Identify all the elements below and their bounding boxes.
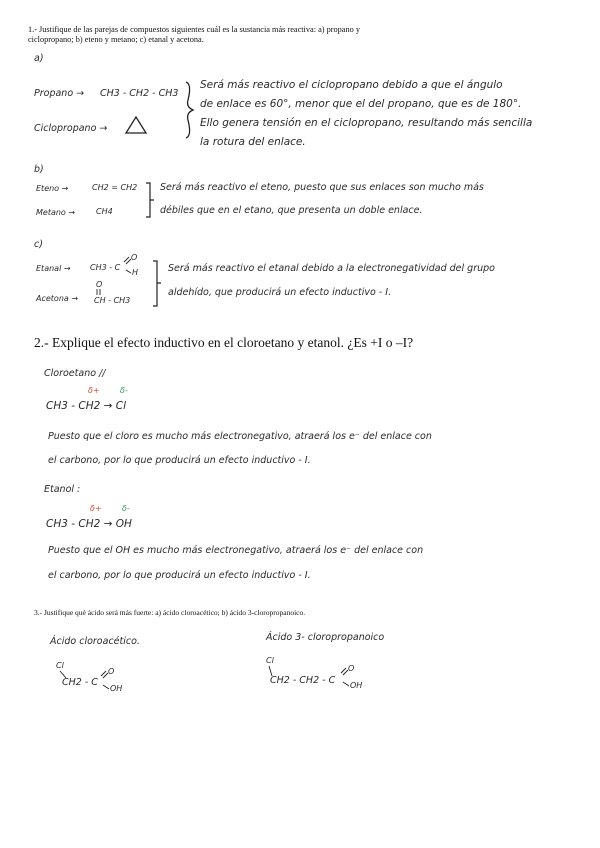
propano-label: Propano → [34,88,85,99]
q3b-cl-bond [269,666,272,676]
q1c-label: c) [34,239,43,250]
bracket-c [153,261,161,306]
etanol-heading: Etanol : [44,484,81,495]
q1-prompt: 1.- Justifique de las parejas de compuestos siguientes cuál es la sustancia más reactiva: a) propano y ciclopropano; b) eteno y metano; c) etanal y acetona. [28,25,361,44]
etanol-delta-plus: δ+ [90,504,102,513]
q1a-answer-line-1: Será más reactivo el ciclopropano debido a que el ángulo [200,79,503,91]
etanol-formula: CH3 - CH2 → OH [46,518,132,530]
cloroetano-delta-minus: δ- [120,386,128,395]
cloroetano-answer-line-1: Puesto que el cloro es mucho más electronegativo, atraerá los e⁻ del enlace con [48,431,432,442]
etanal-hydrogen: H [132,268,139,277]
cloroetano-heading: Cloroetano // [44,368,106,379]
q1a-answer-line-3: Ello genera tensión en el ciclopropano, resultando más sencilla [200,117,533,129]
cloroetano-answer-line-2: el carbono, por lo que producirá un efecto inductivo - I. [48,455,311,466]
eteno-formula: CH2 = CH2 [92,183,138,192]
etanal-single-bond [126,270,131,273]
q2-prompt: 2.- Explique el efecto inductivo en el cloroetano y etanol. ¿Es +I o –I? [34,335,414,350]
q3b-oxygen: O [348,664,355,673]
q1b-answer-line-1: Será más reactivo el eteno, puesto que sus enlaces son mucho más [160,182,484,193]
metano-formula: CH4 [96,207,113,216]
brace-a [186,82,193,138]
q3b-formula: CH2 - CH2 - C [270,675,336,686]
acetona-label: Acetona → [36,294,79,303]
propano-formula: CH3 - CH2 - CH3 [100,88,179,99]
cyclopropane-triangle-icon [126,117,146,133]
q3a-cl-bond [60,671,66,678]
etanol-answer-line-2: el carbono, por lo que producirá un efecto inductivo - I. [48,570,311,581]
q1b-label: b) [34,164,44,175]
q3b-oh: OH [350,681,363,690]
q3a-oh: OH [110,684,123,693]
acetona-oxygen: O [96,280,103,289]
ciclopropano-label: Ciclopropano → [34,123,108,134]
eteno-label: Eteno → [36,184,69,193]
etanal-label: Etanal → [36,264,71,273]
q3a-coh-bond [103,685,109,689]
etanal-formula: CH3 - C [90,263,121,272]
q3b-coh-bond [343,682,349,686]
q3a-cl: Cl [56,661,64,670]
cloroetano-delta-plus: δ+ [88,386,100,395]
q1a-label: a) [34,53,44,64]
acetona-formula: CH - CH3 [94,296,131,305]
q3-prompt: 3.- Justifique qué ácido será más fuerte: a) ácido cloroacético; b) ácido 3-cloropropanoico. [34,608,306,617]
metano-label: Metano → [36,208,76,217]
bracket-b [146,183,154,217]
q3b-heading: Ácido 3- cloropropanoico [266,632,385,643]
q3a-formula: CH2 - C [62,677,98,688]
q1a-answer-line-4: la rotura del enlace. [200,136,306,148]
q3a-oxygen: O [108,667,115,676]
q1b-answer-line-2: débiles que en el etano, que presenta un doble enlace. [160,205,423,216]
q3a-heading: Ácido cloroacético. [50,636,140,647]
q1c-answer-line-2: aldehído, que producirá un efecto inductivo - I. [168,287,392,298]
etanol-delta-minus: δ- [122,504,130,513]
q3b-cl: Cl [266,656,274,665]
q1a-answer-line-2: de enlace es 60°, menor que el del propano, que es de 180°. [200,98,522,110]
cloroetano-formula: CH3 - CH2 → Cl [46,400,127,412]
etanol-answer-line-1: Puesto que el OH es mucho más electronegativo, atraerá los e⁻ del enlace con [48,545,424,556]
q1c-answer-line-1: Será más reactivo el etanal debido a la electronegatividad del grupo [168,263,495,274]
etanal-oxygen: O [131,253,138,262]
